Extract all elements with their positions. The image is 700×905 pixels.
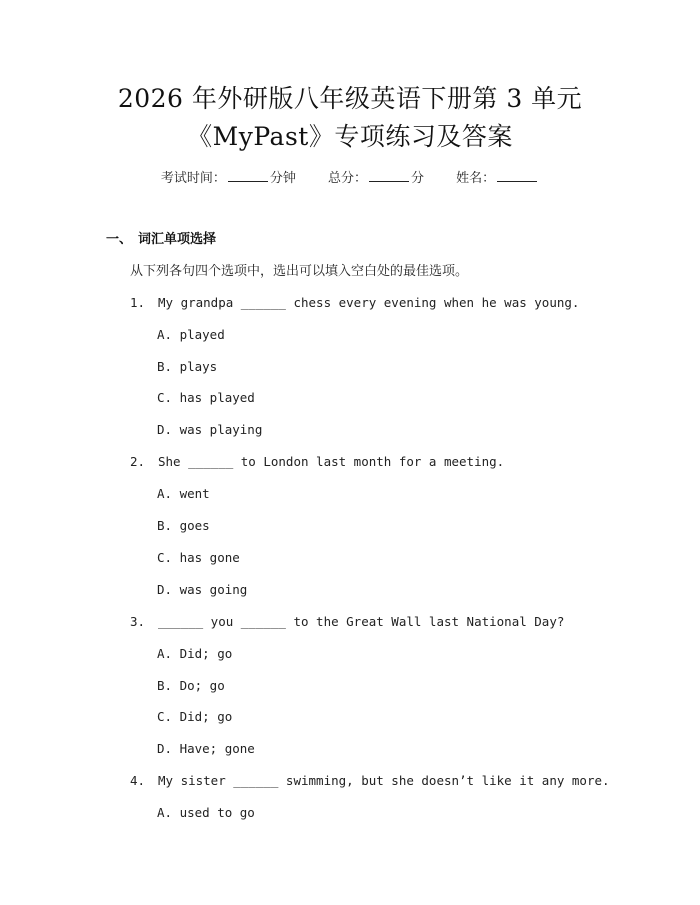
option-2d: D. was going (157, 582, 248, 597)
question-2 (130, 453, 504, 471)
student-name-blank (497, 168, 537, 182)
student-name (456, 168, 539, 188)
question-number: 1. (130, 295, 146, 310)
section-title: 词汇单项选择 (138, 232, 217, 247)
exam-time (161, 168, 296, 188)
question-number: 3. (130, 614, 146, 629)
question-text: My grandpa ______ chess every evening when he was young. (158, 295, 580, 310)
section-number: 一、 (106, 232, 133, 247)
option-1b: B. plays (157, 359, 218, 374)
exam-meta-line (0, 168, 700, 188)
exam-time-unit: 分钟 (269, 171, 296, 186)
option-1d: D. was playing (157, 422, 263, 437)
question-number: 2. (130, 454, 146, 469)
total-score-unit: 分 (411, 171, 425, 186)
option-4a: A. used to go (157, 805, 255, 820)
option-2c: C. has gone (157, 550, 240, 565)
option-2b: B. goes (157, 518, 210, 533)
document-title-line-2: 《MyPast》专项练习及答案 (187, 122, 513, 151)
question-text: ______ you ______ to the Great Wall last National Day? (158, 614, 565, 629)
total-score-label: 总分： (327, 171, 367, 186)
question-1 (130, 294, 579, 312)
question-3 (130, 613, 564, 631)
question-text: She ______ to London last month for a meeting. (158, 454, 505, 469)
option-2a: A. went (157, 486, 210, 501)
section-heading (106, 231, 216, 249)
option-3b: B. Do; go (157, 678, 225, 693)
student-name-label: 姓名： (456, 171, 496, 186)
total-score (328, 168, 424, 188)
option-3d: D. Have; gone (157, 741, 255, 756)
option-1c: C. has played (157, 390, 255, 405)
section-instruction: 从下列各句四个选项中，选出可以填入空白处的最佳选项。 (130, 264, 469, 279)
total-score-blank (369, 168, 409, 182)
exam-time-label: 考试时间： (160, 171, 226, 186)
question-text: My sister ______ swimming, but she doesn’t like it any more. (158, 773, 610, 788)
question-4 (130, 772, 610, 790)
exam-time-blank (228, 168, 268, 182)
option-3a: A. Did; go (157, 646, 233, 661)
option-3c: C. Did; go (157, 709, 233, 724)
question-number: 4. (130, 773, 146, 788)
document-title-line-1: 2026 年外研版八年级英语下册第 3 单元 (117, 84, 583, 113)
option-1a: A. played (157, 327, 225, 342)
